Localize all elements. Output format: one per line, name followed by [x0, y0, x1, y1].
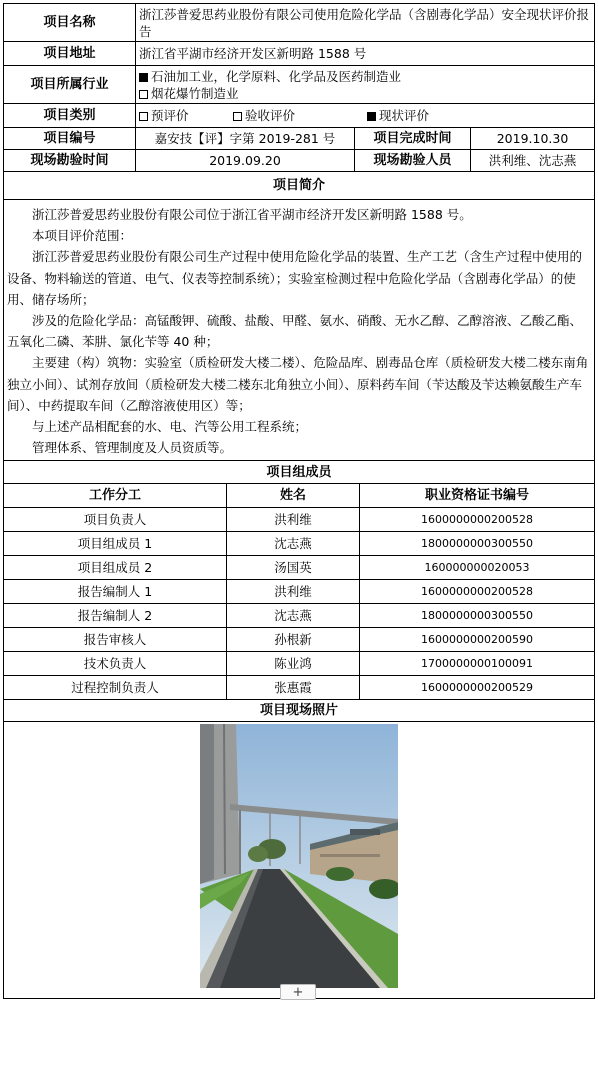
- industry-label: 项目所属行业: [4, 66, 136, 104]
- member-role: 项目组成员 1: [4, 532, 227, 556]
- member-name: 张惠霞: [227, 676, 360, 700]
- category-options: [136, 104, 595, 128]
- intro-paragraph: 管理体系、管理制度及人员资质等。: [32, 440, 233, 456]
- member-name: 陈业鸿: [227, 652, 360, 676]
- category-option-pre[interactable]: 预评价: [139, 107, 233, 124]
- table-row: [4, 628, 595, 652]
- survey-staff-label: 现场勘验人员: [355, 150, 471, 172]
- member-cert: 1600000000200528: [360, 508, 595, 532]
- survey-staff-value: 洪利维、沈志燕: [471, 150, 595, 172]
- checked-box-icon: [367, 112, 376, 121]
- member-cert: 1600000000200529: [360, 676, 595, 700]
- member-cert: 1800000000300550: [360, 604, 595, 628]
- category-label: 项目类别: [4, 104, 136, 128]
- member-role: 报告编制人 1: [4, 580, 227, 604]
- unchecked-box-icon: [139, 112, 148, 121]
- industry-option-2[interactable]: 烟花爆竹制造业: [139, 85, 591, 102]
- unchecked-box-icon: [139, 90, 148, 99]
- intro-paragraph: 本项目评价范围：: [32, 228, 133, 244]
- address-value: 浙江省平湖市经济开发区新明路 1588 号: [136, 42, 595, 66]
- intro-title: 项目简介: [4, 172, 595, 200]
- member-role: 项目负责人: [4, 508, 227, 532]
- header-cert: 职业资格证书编号: [360, 484, 595, 508]
- intro-paragraph: 与上述产品相配套的水、电、汽等公用工程系统；: [32, 419, 308, 435]
- member-name: 沈志燕: [227, 532, 360, 556]
- member-cert: 1600000000200528: [360, 580, 595, 604]
- member-role: 报告编制人 2: [4, 604, 227, 628]
- member-name: 洪利维: [227, 508, 360, 532]
- member-name: 孙根新: [227, 628, 360, 652]
- member-role: 过程控制负责人: [4, 676, 227, 700]
- header-role: 工作分工: [4, 484, 227, 508]
- category-option-current[interactable]: 现状评价: [367, 108, 429, 123]
- member-role: 技术负责人: [4, 652, 227, 676]
- industry-options: [136, 66, 595, 104]
- name-value: 浙江莎普爱思药业股份有限公司使用危险化学品（含剧毒化学品）安全现状评价报告: [136, 4, 595, 42]
- table-row: [4, 532, 595, 556]
- intro-body: [4, 200, 595, 461]
- members-title: 项目组成员: [4, 461, 595, 484]
- table-row: [4, 652, 595, 676]
- name-label: 项目名称: [4, 4, 136, 42]
- photo-title: 项目现场照片: [4, 700, 595, 722]
- survey-time-value: 2019.09.20: [136, 150, 355, 172]
- info-table: [3, 3, 595, 461]
- table-row: [4, 580, 595, 604]
- member-role: 报告审核人: [4, 628, 227, 652]
- member-name: 汤国英: [227, 556, 360, 580]
- number-label: 项目编号: [4, 128, 136, 150]
- industry-option-1[interactable]: 石油加工业，化学原料、化学品及医药制造业: [139, 68, 591, 85]
- completion-label: 项目完成时间: [355, 128, 471, 150]
- intro-paragraph: 浙江莎普爱思药业股份有限公司位于浙江省平湖市经济开发区新明路 1588 号。: [32, 207, 472, 222]
- member-role: 项目组成员 2: [4, 556, 227, 580]
- intro-paragraph: 涉及的危险化学品：高锰酸钾、硫酸、盐酸、甲醛、氨水、硝酸、无水乙醇、乙醇溶液、乙酸乙酯、五氧化二磷、苯肼、氯化苄等 40 种；: [7, 313, 583, 350]
- member-cert: 1800000000300550: [360, 532, 595, 556]
- table-row: [4, 604, 595, 628]
- expand-button[interactable]: +: [280, 984, 316, 1000]
- member-cert: 1700000000100091: [360, 652, 595, 676]
- table-row: [4, 556, 595, 580]
- member-cert: 1600000000200590: [360, 628, 595, 652]
- intro-paragraph: 主要建（构）筑物：实验室（质检研发大楼二楼）、危险品库、剧毒品仓库（质检研发大楼二楼东南角独立小间）、试剂存放间（质检研发大楼二楼东北角独立小间）、原料药车间（苄达酸及苄达赖氨酸生产车间）、中药提取车间（乙醇溶液使用区）等；: [7, 355, 589, 413]
- table-row: [4, 508, 595, 532]
- checked-box-icon: [139, 73, 148, 82]
- address-label: 项目地址: [4, 42, 136, 66]
- member-cert: 160000000020053: [360, 556, 595, 580]
- header-name: 姓名: [227, 484, 360, 508]
- number-value: 嘉安技【评】字第 2019-281 号: [136, 128, 355, 150]
- site-photo: [200, 724, 398, 988]
- unchecked-box-icon: [233, 112, 242, 121]
- survey-time-label: 现场勘验时间: [4, 150, 136, 172]
- photo-cell: [4, 722, 595, 999]
- intro-paragraph: 浙江莎普爱思药业股份有限公司生产过程中使用危险化学品的装置、生产工艺（含生产过程中使用的设备、物料输送的管道、电气、仪表等控制系统）；实验室检测过程中危险化学品（含剧毒化学品）的使用、储存场所；: [7, 249, 583, 307]
- category-option-acceptance[interactable]: 验收评价: [233, 107, 367, 124]
- project-info-sheet: [3, 3, 594, 999]
- member-name: 沈志燕: [227, 604, 360, 628]
- member-name: 洪利维: [227, 580, 360, 604]
- completion-value: 2019.10.30: [471, 128, 595, 150]
- members-table: [3, 460, 595, 999]
- table-row: [4, 676, 595, 700]
